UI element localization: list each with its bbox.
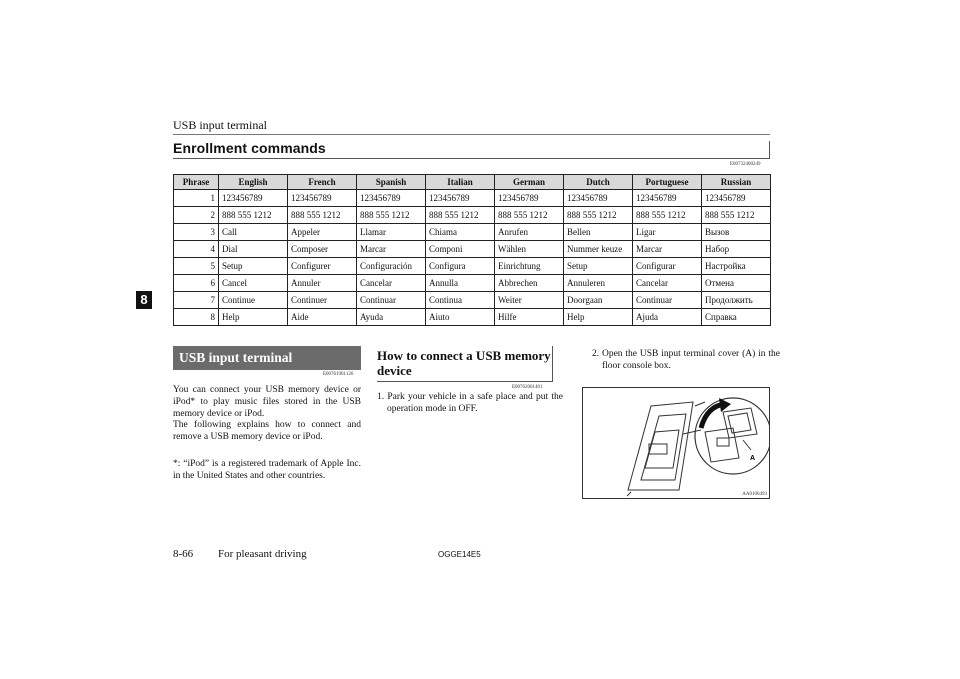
command-cell: Continua — [426, 292, 495, 309]
command-cell: Anrufen — [495, 224, 564, 241]
usb-section-code: E00761901126 — [323, 372, 354, 377]
chapter-tab: 8 — [136, 291, 152, 309]
command-cell: 888 555 1212 — [564, 207, 633, 224]
command-cell: Composer — [288, 241, 357, 258]
command-cell: 888 555 1212 — [495, 207, 564, 224]
enrollment-title: Enrollment commands — [173, 140, 326, 156]
enrollment-table — [173, 174, 771, 326]
header-russian: Russian — [702, 175, 771, 190]
command-cell: Справка — [702, 309, 771, 326]
phrase-number-cell: 7 — [174, 292, 219, 309]
command-cell: 888 555 1212 — [288, 207, 357, 224]
connect-section-title: How to connect a USB memory device — [377, 348, 551, 378]
command-cell: Annulla — [426, 275, 495, 292]
command-cell: Weiter — [495, 292, 564, 309]
command-cell: Configurar — [633, 258, 702, 275]
command-cell: Help — [219, 309, 288, 326]
table-row — [174, 292, 771, 309]
phrase-number-cell: 8 — [174, 309, 219, 326]
usb-section-title: USB input terminal — [173, 346, 361, 370]
command-cell: Dial — [219, 241, 288, 258]
connect-section-code: E00762001401 — [512, 385, 543, 390]
command-cell: Setup — [219, 258, 288, 275]
phrase-number-cell: 2 — [174, 207, 219, 224]
command-cell: Continuer — [288, 292, 357, 309]
command-cell: Набор — [702, 241, 771, 258]
command-cell: Aiuto — [426, 309, 495, 326]
command-cell: Nummer keuze — [564, 241, 633, 258]
command-cell: Продолжить — [702, 292, 771, 309]
figure-code: AA0106493 — [742, 492, 767, 497]
command-cell: 888 555 1212 — [219, 207, 288, 224]
command-cell: Annuler — [288, 275, 357, 292]
command-cell: Marcar — [357, 241, 426, 258]
step-2: 2. Open the USB input terminal cover (A) in the floor console box. — [592, 349, 780, 371]
command-cell: Wählen — [495, 241, 564, 258]
command-cell: 123456789 — [288, 190, 357, 207]
header-phrase: Phrase — [174, 175, 219, 190]
table-row — [174, 258, 771, 275]
command-cell: Configurer — [288, 258, 357, 275]
command-cell: Call — [219, 224, 288, 241]
footer-section-label: For pleasant driving — [218, 548, 307, 560]
command-cell: Chiama — [426, 224, 495, 241]
usb-intro-text-2: The following explains how to connect and remove a USB memory device or iPod. — [173, 420, 361, 443]
title-rule-tick — [769, 141, 770, 159]
command-cell: 123456789 — [357, 190, 426, 207]
command-cell: 888 555 1212 — [426, 207, 495, 224]
phrase-number-cell: 6 — [174, 275, 219, 292]
command-cell: Setup — [564, 258, 633, 275]
command-cell: Marcar — [633, 241, 702, 258]
command-cell: Cancelar — [633, 275, 702, 292]
phrase-number-cell: 1 — [174, 190, 219, 207]
command-cell: Appeler — [288, 224, 357, 241]
header-italian: Italian — [426, 175, 495, 190]
header-german: German — [495, 175, 564, 190]
command-cell: Continuar — [633, 292, 702, 309]
table-row — [174, 275, 771, 292]
phrase-number-cell: 4 — [174, 241, 219, 258]
command-cell: Ajuda — [633, 309, 702, 326]
enrollment-code: E00732400249 — [730, 162, 761, 167]
usb-intro-paragraph — [173, 385, 361, 444]
command-cell: Help — [564, 309, 633, 326]
table-row — [174, 309, 771, 326]
command-cell: Configuración — [357, 258, 426, 275]
command-cell: Отмена — [702, 275, 771, 292]
command-cell: Componi — [426, 241, 495, 258]
table-body — [174, 190, 771, 326]
table-header-row — [174, 175, 771, 190]
connect-title-rule — [377, 381, 553, 382]
usb-cover-illustration — [582, 387, 770, 499]
header-french: French — [288, 175, 357, 190]
command-cell: Настройка — [702, 258, 771, 275]
header-rule — [173, 134, 770, 135]
header-english: English — [219, 175, 288, 190]
ipod-trademark-note: *: “iPod” is a registered trademark of Apple Inc. in the United States and other countries. — [173, 459, 361, 481]
table-row — [174, 241, 771, 258]
command-cell: Llamar — [357, 224, 426, 241]
phrase-number-cell: 5 — [174, 258, 219, 275]
table-row — [174, 190, 771, 207]
title-rule — [173, 158, 770, 159]
running-header: USB input terminal — [173, 118, 267, 132]
command-cell: 123456789 — [564, 190, 633, 207]
table-row — [174, 207, 771, 224]
command-cell: 888 555 1212 — [357, 207, 426, 224]
command-cell: Continue — [219, 292, 288, 309]
connect-title-tick — [552, 346, 553, 382]
command-cell: Cancelar — [357, 275, 426, 292]
command-cell: 888 555 1212 — [633, 207, 702, 224]
floor-console-drawing — [583, 388, 769, 498]
header-portuguese: Portuguese — [633, 175, 702, 190]
command-cell: Annuleren — [564, 275, 633, 292]
command-cell: 123456789 — [426, 190, 495, 207]
command-cell: Ligar — [633, 224, 702, 241]
step-1: 1. Park your vehicle in a safe place and put the operation mode in OFF. — [377, 392, 563, 414]
command-cell: Abbrechen — [495, 275, 564, 292]
command-cell: 123456789 — [633, 190, 702, 207]
command-cell: Continuar — [357, 292, 426, 309]
document-code: OGGE14E5 — [438, 550, 481, 559]
table-row — [174, 224, 771, 241]
header-dutch: Dutch — [564, 175, 633, 190]
header-spanish: Spanish — [357, 175, 426, 190]
command-cell: Configura — [426, 258, 495, 275]
command-cell: Doorgaan — [564, 292, 633, 309]
command-cell: Bellen — [564, 224, 633, 241]
command-cell: Вызов — [702, 224, 771, 241]
command-cell: Aide — [288, 309, 357, 326]
command-cell: Cancel — [219, 275, 288, 292]
page-number: 8-66 — [173, 548, 194, 560]
command-cell: Ayuda — [357, 309, 426, 326]
command-cell: 123456789 — [495, 190, 564, 207]
usb-intro-text: You can connect your USB memory device or iPod* to play music files stored in the USB memory device or iPod. — [173, 385, 361, 419]
phrase-number-cell: 3 — [174, 224, 219, 241]
command-cell: Hilfe — [495, 309, 564, 326]
command-cell: Einrichtung — [495, 258, 564, 275]
command-cell: 123456789 — [702, 190, 771, 207]
callout-a: A — [750, 455, 756, 462]
command-cell: 123456789 — [219, 190, 288, 207]
command-cell: 888 555 1212 — [702, 207, 771, 224]
